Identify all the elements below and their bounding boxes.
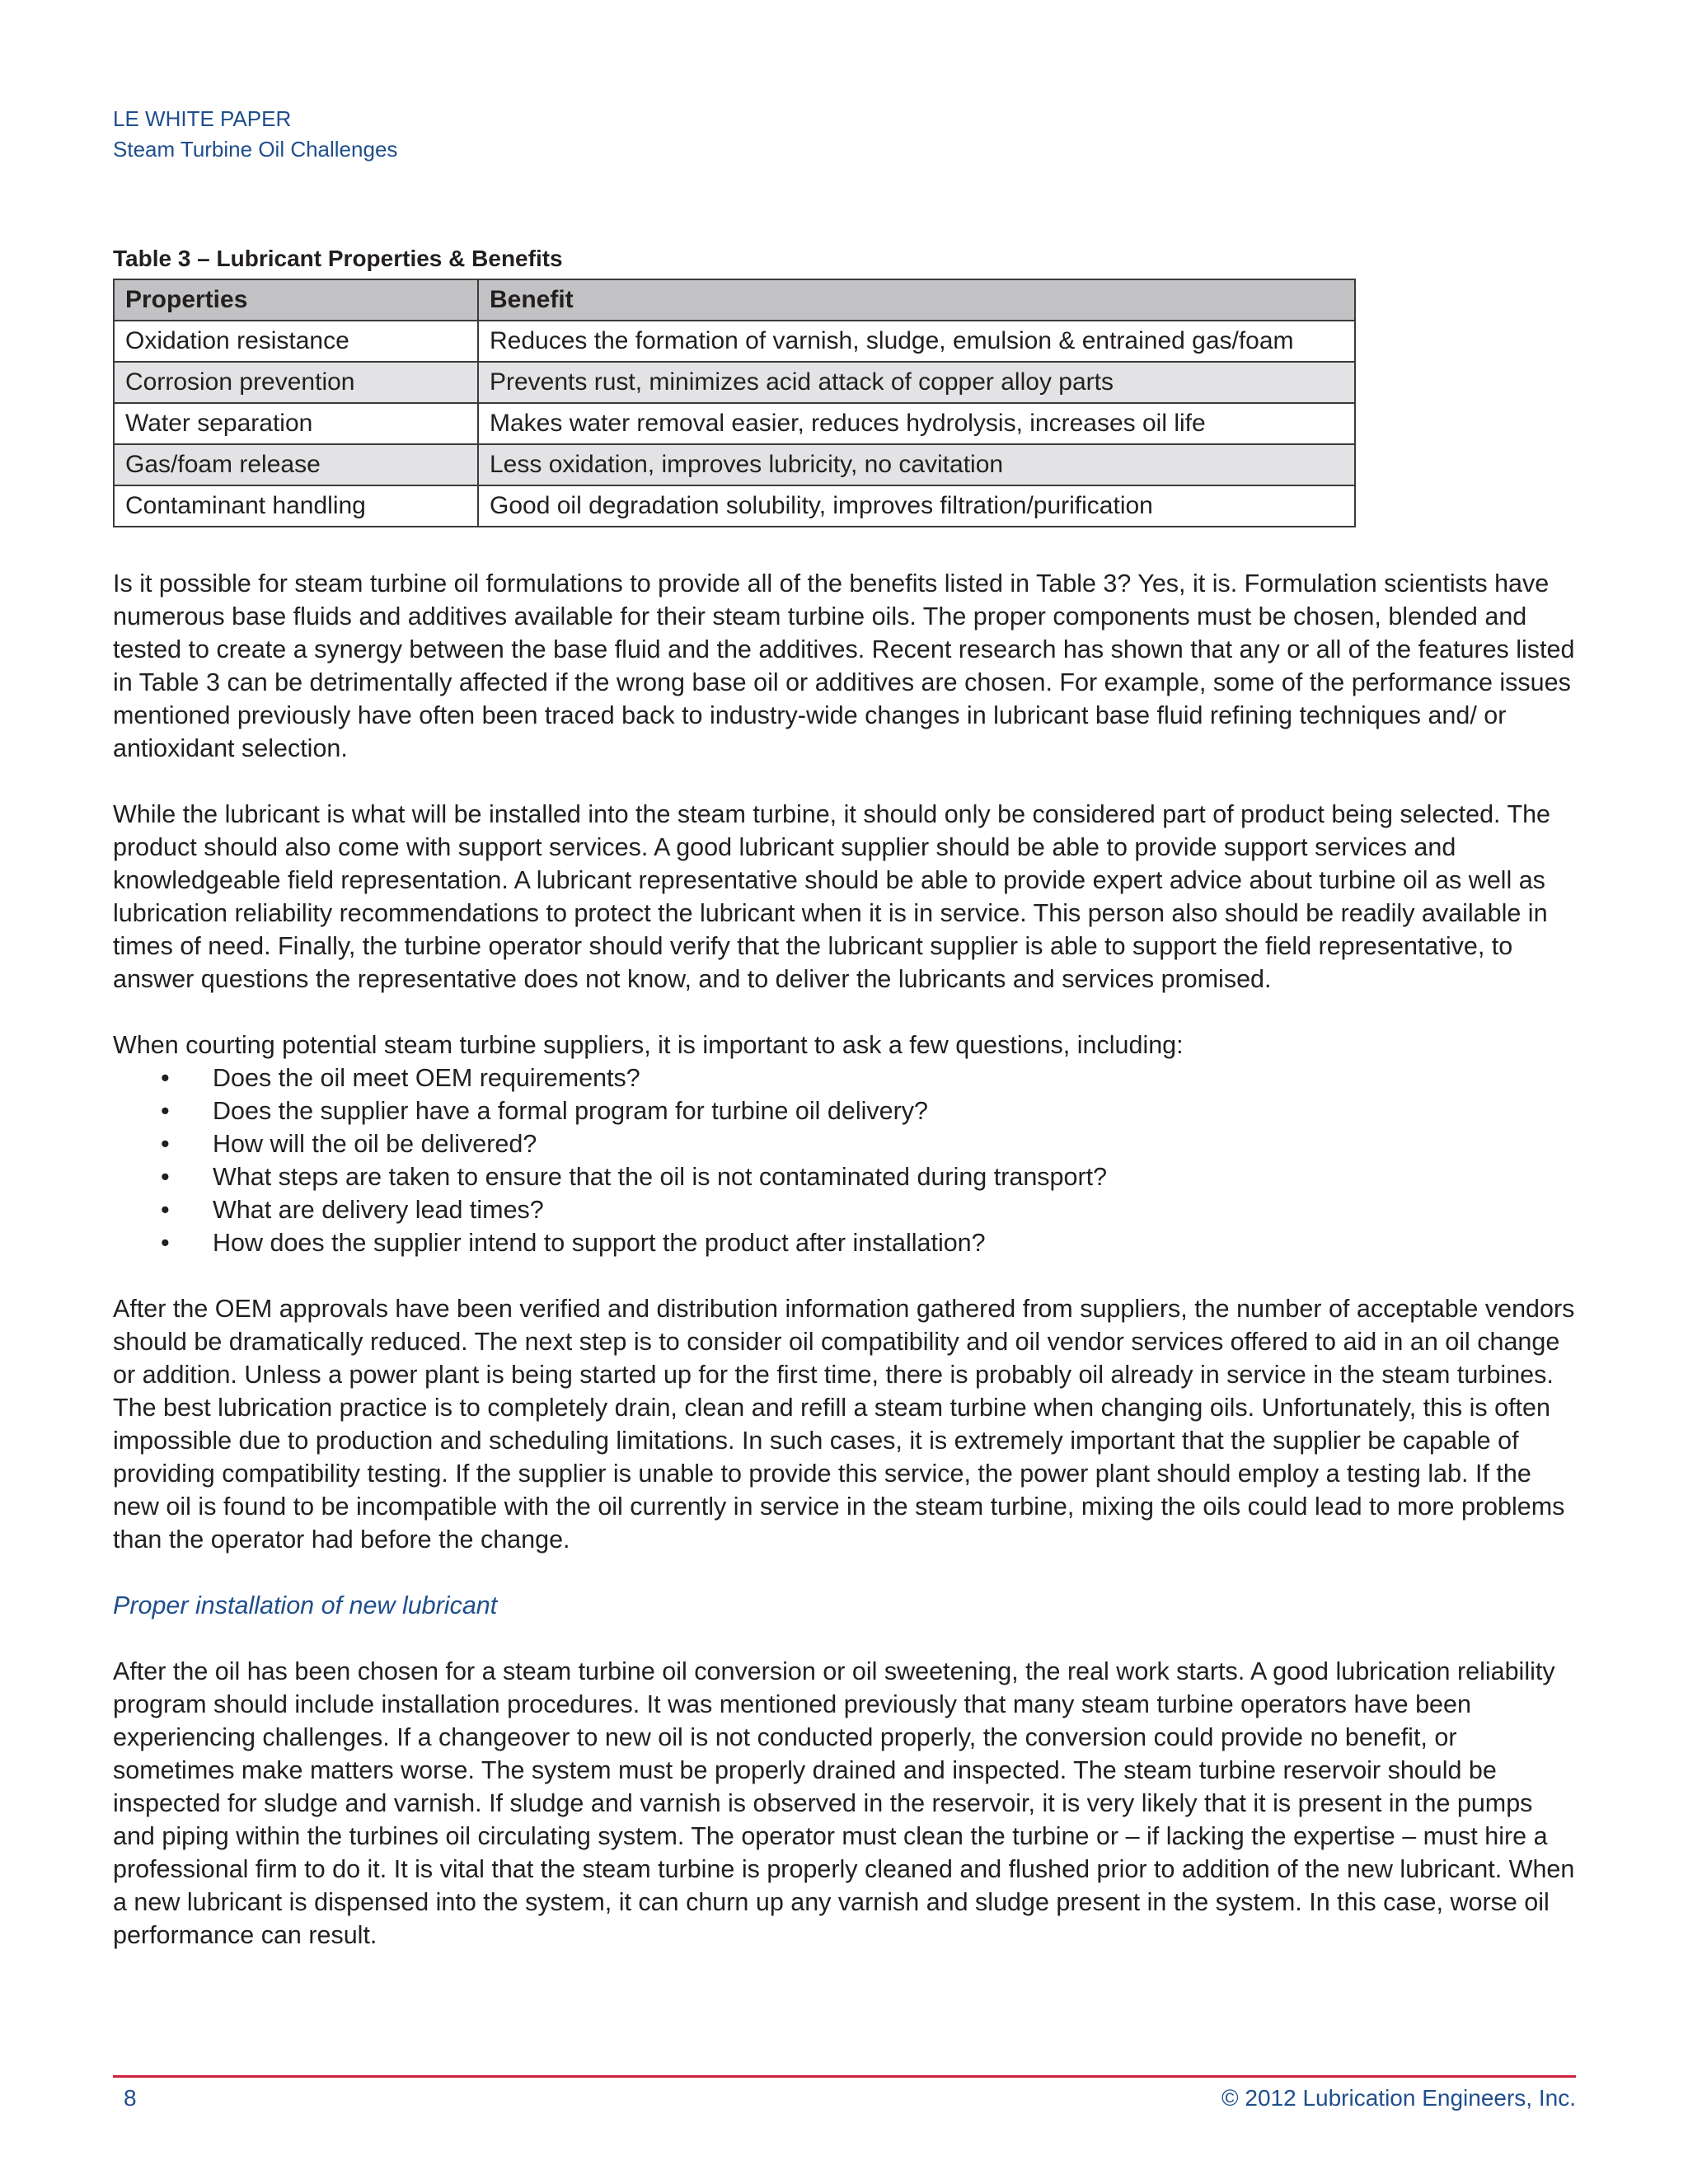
copyright-notice: © 2012 Lubrication Engineers, Inc. [1221,2085,1576,2111]
paragraph-formulation: Is it possible for steam turbine oil formulations to provide all of the benefits listed in Table 3? Yes, it is. Formulation scientists have numerous base fluids and additives available for their steam turbine oils. The proper components must be chosen, blended and tested to create a synergy between the base fluid and the additives. Recent research has shown that any or all of the features listed in Table 3 can be detrimentally affected if the wrong base oil or additives are chosen. For example, some of the performance issues mentioned previously have often been traced back to industry-wide changes in lubricant base fluid refining techniques and/ or antioxidant selection. [113,569,1575,762]
property-cell: Oxidation resistance [114,321,478,362]
list-item [113,1160,1580,1193]
table-row [114,485,1355,527]
benefit-cell: Prevents rust, minimizes acid attack of copper alloy parts [478,362,1355,403]
bullet-icon: • [161,1229,170,1257]
lubricant-properties-table [113,279,1356,527]
list-item-text: What are delivery lead times? [213,1196,544,1224]
table-header-row [114,279,1355,321]
column-header-benefit: Benefit [478,279,1355,321]
benefit-cell: Reduces the formation of varnish, sludge, emulsion & entrained gas/foam [478,321,1355,362]
benefit-cell: Makes water removal easier, reduces hydrolysis, increases oil life [478,403,1355,444]
supplier-questions-list [113,1062,1580,1259]
table-caption: Table 3 – Lubricant Properties & Benefits [113,246,563,271]
paragraph-installation: After the oil has been chosen for a steam turbine oil conversion or oil sweetening, the real work starts. A good lubrication reliability program should include installation procedures. It was mentioned previously that many steam turbine operators have been experiencing challenges. If a changeover to new oil is not conducted properly, the conversion could provide no benefit, or sometimes make matters worse. The system must be properly drained and inspected. The steam turbine reservoir should be inspected for sludge and varnish. If sludge and varnish is observed in the reservoir, it is very likely that it is present in the pumps and piping within the turbines oil circulating system. The operator must clean the turbine or – if lacking the expertise – must hire a professional firm to do it. It is vital that the steam turbine is properly cleaned and flushed prior to addition of the new lubricant. When a new lubricant is dispensed into the system, it can churn up any varnish and sludge present in the system. In this case, worse oil performance can result. [113,1657,1575,1949]
section-heading: Proper installation of new lubricant [113,1591,498,1619]
table-row [114,321,1355,362]
list-item-text: How does the supplier intend to support the product after installation? [213,1229,986,1257]
body-text [113,567,1580,1985]
list-item [113,1094,1580,1127]
list-item [113,1127,1580,1160]
bullet-icon: • [161,1064,170,1092]
list-item-text: How will the oil be delivered? [213,1130,537,1158]
header-document-title: Steam Turbine Oil Challenges [113,137,398,162]
list-item [113,1193,1580,1226]
table-row [114,362,1355,403]
property-cell: Gas/foam release [114,444,478,485]
bullet-icon: • [161,1163,170,1191]
list-item-text: Does the oil meet OEM requirements? [213,1064,640,1092]
page-header [113,104,397,165]
benefit-cell: Less oxidation, improves lubricity, no cavitation [478,444,1355,485]
list-item [113,1226,1580,1259]
property-cell: Contaminant handling [114,485,478,527]
page-number: 8 [124,2085,137,2111]
header-series-title: LE WHITE PAPER [113,106,292,131]
property-cell: Water separation [114,403,478,444]
list-item-text: Does the supplier have a formal program for turbine oil delivery? [213,1097,928,1125]
footer-divider [113,2075,1576,2078]
table-row [114,403,1355,444]
bullet-icon: • [161,1097,170,1125]
bullet-icon: • [161,1130,170,1158]
benefit-cell: Good oil degradation solubility, improves filtration/purification [478,485,1355,527]
paragraph-support-services: While the lubricant is what will be installed into the steam turbine, it should only be considered part of product being selected. The product should also come with support services. A good lubricant supplier should be able to provide support services and knowledgeable field representation. A lubricant representative should be able to provide expert advice about turbine oil as well as lubrication reliability recommendations to protect the lubricant when it is in service. This person also should be readily available in times of need. Finally, the turbine operator should verify that the lubricant supplier is able to support the field representative, to answer questions the representative does not know, and to deliver the lubricants and services promised. [113,800,1551,993]
paragraph-compatibility: After the OEM approvals have been verified and distribution information gathered from suppliers, the number of acceptable vendors should be dramatically reduced. The next step is to consider oil compatibility and oil vendor services offered to aid in an oil change or addition. Unless a power plant is being started up for the first time, there is probably oil already in service in the steam turbines. The best lubrication practice is to completely drain, clean and refill a steam turbine when changing oils. Unfortunately, this is often impossible due to production and scheduling limitations. In such cases, it is extremely important that the supplier be capable of providing compatibility testing. If the supplier is unable to provide this service, the power plant should employ a testing lab. If the new oil is found to be incompatible with the oil currently in service in the steam turbine, mixing the oils could lead to more problems than the operator had before the change. [113,1295,1575,1554]
bullet-icon: • [161,1196,170,1224]
table-row [114,444,1355,485]
property-cell: Corrosion prevention [114,362,478,403]
list-item [113,1062,1580,1094]
paragraph-questions-intro: When courting potential steam turbine suppliers, it is important to ask a few questions, including: [113,1031,1184,1059]
list-item-text: What steps are taken to ensure that the oil is not contaminated during transport? [213,1163,1108,1191]
column-header-properties: Properties [114,279,478,321]
